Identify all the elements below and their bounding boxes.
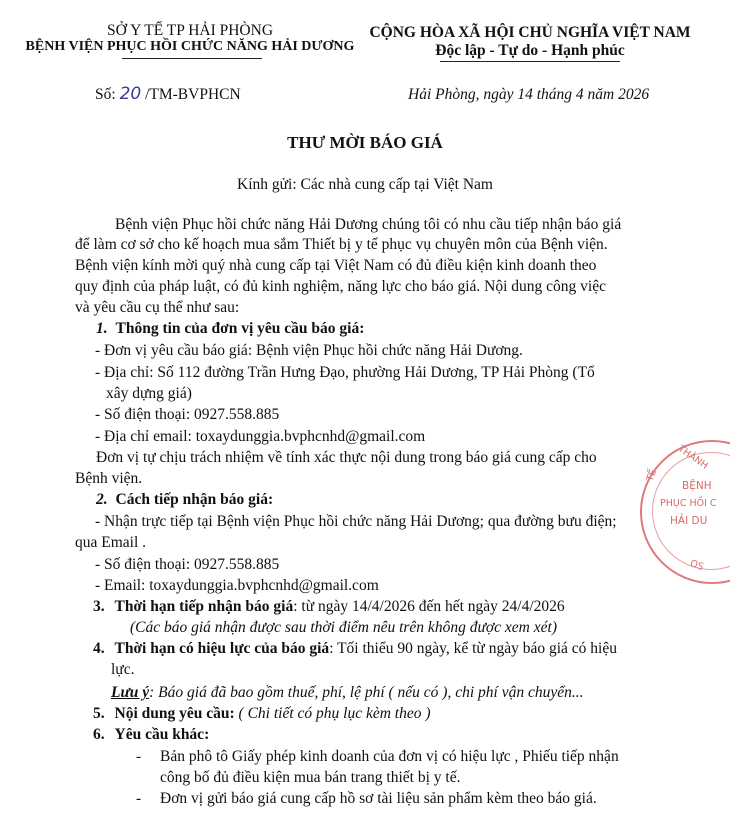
motto-underline <box>440 61 620 62</box>
doc-number-suffix: /TM-BVPHCN <box>145 86 241 103</box>
section-5-heading: 5. Nội dung yêu cầu: ( Chi tiết có phụ lục kèm theo ) <box>93 705 431 722</box>
doc-title: THƯ MỜI BÁO GIÁ <box>287 133 443 152</box>
intro-line-1: Bệnh viện Phục hồi chức năng Hải Dương chúng tôi có nhu cầu tiếp nhận báo giá <box>115 216 622 233</box>
s6-item-2: Đơn vị gửi báo giá cung cấp hồ sơ tài liệu sản phẩm kèm theo báo giá. <box>160 790 597 807</box>
s4-note: Lưu ý: Báo giá đã bao gồm thuế, phí, lệ phí ( nếu có ), chi phí vận chuyển... <box>111 684 584 701</box>
s1-unit: - Đơn vị yêu cầu báo giá: Bệnh viện Phục hồi chức năng Hải Dương. <box>95 342 523 359</box>
section-4-heading: 4. Thời hạn có hiệu lực của báo giá: Tối thiểu 90 ngày, kể từ ngày báo giá có hiệu <box>93 640 617 657</box>
recipient: Kính gửi: Các nhà cung cấp tại Việt Nam <box>237 176 493 193</box>
section-1-heading: 1. Thông tin của đơn vị yêu cầu báo giá: <box>96 320 365 337</box>
intro-line-3: Bệnh viện kính mời quý nhà cung cấp tại Việt Nam có đủ điều kiện kinh doanh theo <box>75 257 597 274</box>
doc-number <box>95 84 241 104</box>
intro-line-5: và yêu cầu cụ thể như sau: <box>75 299 240 316</box>
s6-item-1a: Bản phô tô Giấy phép kinh doanh của đơn vị có hiệu lực , Phiếu tiếp nhận <box>160 748 619 765</box>
stamp-text-4: HẢI DU <box>670 515 708 527</box>
s1-address-2: xây dựng giá) <box>106 385 192 402</box>
s1-note-1: Đơn vị tự chịu trách nhiệm về tính xác thực nội dung trong báo giá cung cấp cho <box>96 449 597 466</box>
s6-item-1b: công bố đủ điều kiện mua bán trang thiết bị y tế. <box>160 769 461 786</box>
s1-address-1: - Địa chỉ: Số 112 đường Trần Hưng Đạo, phường Hải Dương, TP Hải Phòng (Tổ <box>95 364 595 381</box>
s2-phone: - Số điện thoại: 0927.558.885 <box>95 556 280 573</box>
s1-phone: - Số điện thoại: 0927.558.885 <box>95 406 280 423</box>
s2-email: - Email: toxaydunggia.bvphcnhd@gmail.com <box>95 577 379 594</box>
stamp-text-1: THÀNH <box>675 443 710 472</box>
doc-number-handwritten: 20 <box>119 84 142 104</box>
ministry-name: SỞ Y TẾ TP HẢI PHÒNG <box>106 22 274 39</box>
hospital-name: BỆNH VIỆN PHỤC HỒI CHỨC NĂNG HẢI DƯƠNG <box>25 39 355 54</box>
nation-name: CỘNG HÒA XÃ HỘI CHỦ NGHĨA VIỆT NAM <box>369 24 691 41</box>
s1-email: - Địa chỉ email: toxaydunggia.bvphcnhd@gmail.com <box>95 428 426 445</box>
s4-text-2: lực. <box>111 661 135 678</box>
hospital-underline <box>122 58 262 59</box>
s2-receive-1: - Nhận trực tiếp tại Bệnh viện Phục hồi chức năng Hải Dương; qua đường bưu điện; <box>95 513 617 530</box>
section-6-heading: 6. Yêu cầu khác: <box>93 726 210 743</box>
doc-number-prefix: Số: <box>95 86 116 103</box>
s2-receive-2: qua Email . <box>75 534 147 551</box>
s6-bullet-1: - <box>136 748 142 765</box>
intro-line-4: quy định của pháp luật, có đủ kinh nghiệm, năng lực cho báo giá. Nội dung công việc <box>75 278 606 295</box>
s1-note-2: Bệnh viện. <box>75 470 143 487</box>
section-3-heading: 3. Thời hạn tiếp nhận báo giá: từ ngày 14/4/2026 đến hết ngày 24/4/2026 <box>93 598 565 615</box>
motto: Độc lập - Tự do - Hạnh phúc <box>435 42 625 59</box>
s3-note: (Các báo giá nhận được sau thời điểm nêu trên không được xem xét) <box>130 619 557 636</box>
stamp-text-6: OS <box>688 558 705 573</box>
intro-line-2: để làm cơ sở cho kế hoạch mua sắm Thiết bị y tế phục vụ chuyên môn của Bệnh viện. <box>75 236 608 253</box>
stamp-text-3: PHỤC HỒI C <box>660 498 717 509</box>
stamp-text-2: BỆNH <box>682 480 712 492</box>
stamp-text-5: TẾ <box>644 468 660 483</box>
section-2-heading: 2. Cách tiếp nhận báo giá: <box>96 491 274 508</box>
place-date: Hải Phòng, ngày 14 tháng 4 năm 2026 <box>408 86 650 103</box>
s6-bullet-2: - <box>136 790 142 807</box>
